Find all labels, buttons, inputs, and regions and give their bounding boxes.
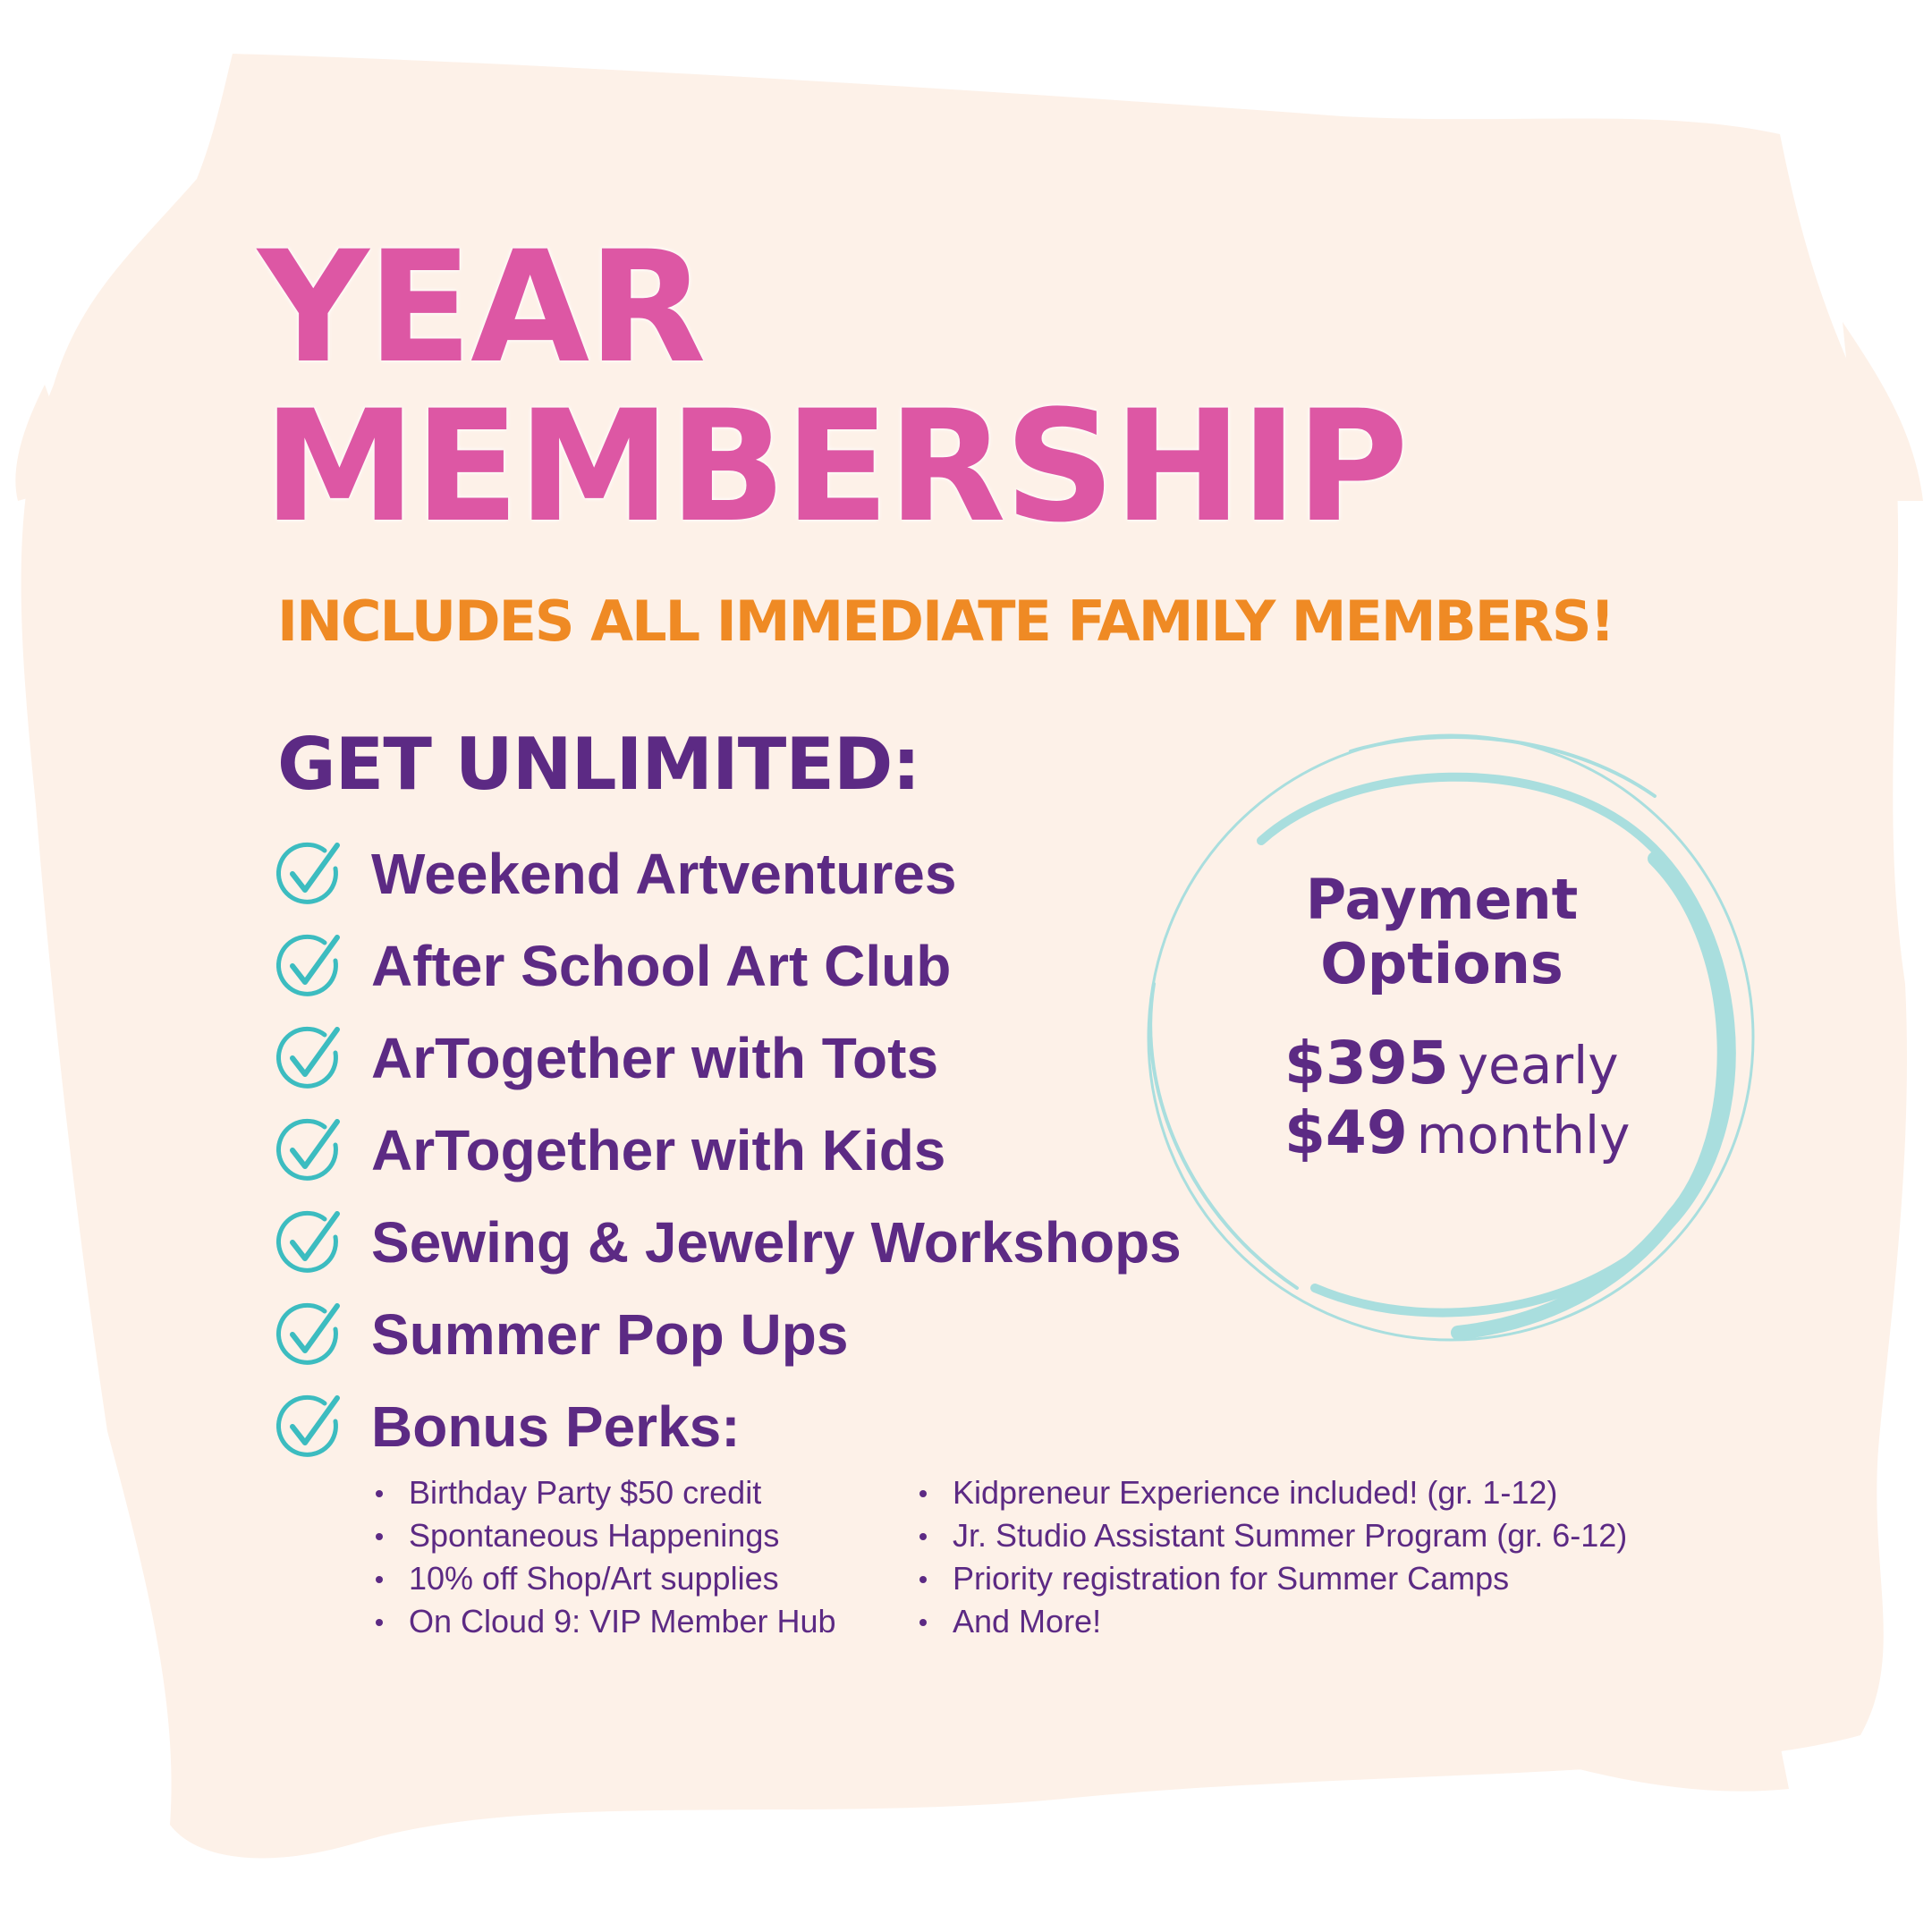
check-circle-icon [273, 1299, 344, 1370]
family-subtitle: INCLUDES ALL IMMEDIATE FAMILY MEMBERS! [277, 589, 1614, 654]
yearly-amount: $395 [1284, 1029, 1449, 1097]
list-item [273, 1288, 1182, 1380]
check-circle-icon [273, 1114, 344, 1186]
monthly-amount: $49 [1284, 1098, 1408, 1167]
benefit-label: Summer Pop Ups [371, 1301, 849, 1367]
benefit-label: Weekend Artventures [371, 841, 957, 906]
benefit-label: Sewing & Jewelry Workshops [371, 1209, 1182, 1275]
yearly-label: yearly [1457, 1035, 1619, 1096]
check-circle-icon [273, 930, 344, 1002]
list-item [273, 1196, 1182, 1288]
title-line-year: YEAR [258, 217, 705, 397]
unlimited-heading: GET UNLIMITED: [277, 723, 920, 806]
title-line-membership: MEMBERSHIP [263, 377, 1407, 556]
list-item: Jr. Studio Assistant Summer Program (gr. 6-12) [912, 1514, 1627, 1557]
list-item [273, 827, 1182, 919]
perks-list-right [912, 1471, 1627, 1643]
list-item: Spontaneous Happenings [369, 1514, 836, 1557]
monthly-label: monthly [1416, 1105, 1631, 1165]
check-circle-icon [273, 1207, 344, 1278]
benefit-label: ArTogether with Kids [371, 1117, 946, 1182]
list-item [273, 919, 1182, 1012]
list-item: Birthday Party $50 credit [369, 1471, 836, 1514]
list-item [273, 1380, 1182, 1472]
list-item [273, 1104, 1182, 1196]
payment-title [1263, 868, 1621, 996]
monthly-price [1284, 1098, 1630, 1167]
benefits-list [273, 827, 1182, 1472]
list-item: 10% off Shop/Art supplies [369, 1557, 836, 1600]
list-item: Kidpreneur Experience included! (gr. 1-12) [912, 1471, 1627, 1514]
list-item: And More! [912, 1600, 1627, 1643]
check-circle-icon [273, 1022, 344, 1094]
check-circle-icon [273, 838, 344, 910]
yearly-price [1284, 1029, 1619, 1097]
benefit-label: ArTogether with Tots [371, 1025, 939, 1090]
payment-title-line2: Options [1320, 931, 1563, 996]
benefit-label: Bonus Perks: [371, 1394, 741, 1459]
list-item [273, 1012, 1182, 1104]
list-item: Priority registration for Summer Camps [912, 1557, 1627, 1600]
perks-list-left [369, 1471, 836, 1643]
list-item: On Cloud 9: VIP Member Hub [369, 1600, 836, 1643]
payment-title-line1: Payment [1305, 867, 1579, 932]
benefit-label: After School Art Club [371, 933, 952, 998]
check-circle-icon [273, 1391, 344, 1462]
